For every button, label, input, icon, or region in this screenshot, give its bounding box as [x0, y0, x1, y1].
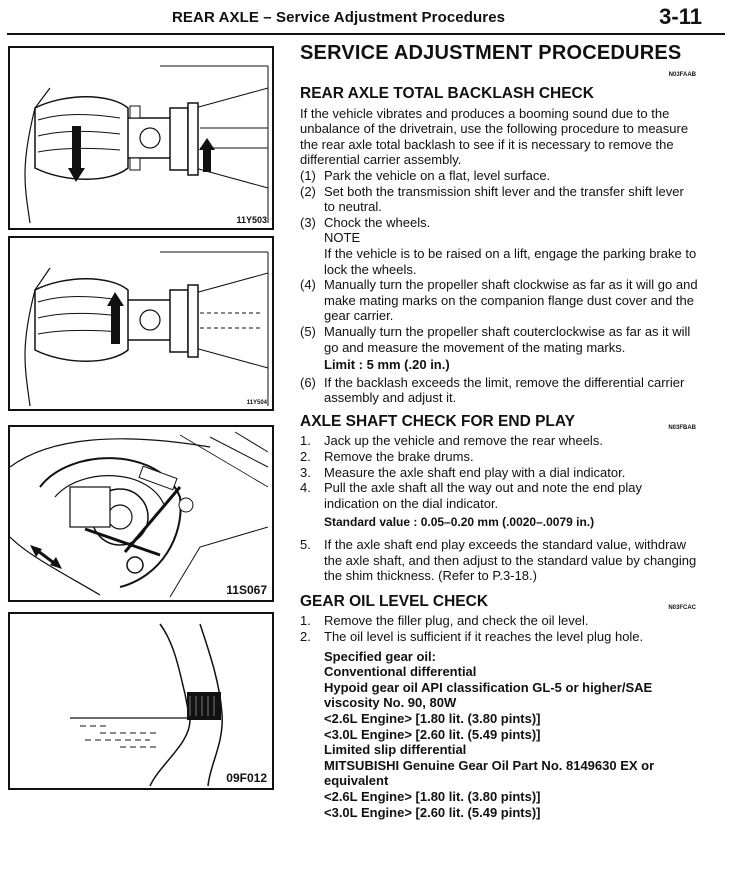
endplay-heading: AXLE SHAFT CHECK FOR END PLAY [300, 412, 576, 430]
limit-value: Limit : 5 mm (.20 in.) [324, 357, 450, 373]
step-number: 5. [300, 537, 311, 553]
figure-id: 11S067 [226, 583, 267, 597]
step-number: 1. [300, 433, 311, 449]
backlash-heading: REAR AXLE TOTAL BACKLASH CHECK [300, 85, 594, 102]
step-text: Manually turn the propeller shaft couterclockwise as far as it will go and measure the movement of the mating marks. [324, 323, 691, 355]
step-number: (5) [300, 323, 316, 339]
figure-11y504 [8, 236, 274, 411]
step-number: 3. [300, 464, 311, 480]
page-number: 3-11 [659, 4, 702, 29]
gearoil-step [300, 629, 698, 645]
figure-11y503 [8, 46, 274, 230]
step-text: Measure the axle shaft end play with a dial indicator. [324, 464, 626, 480]
endplay-step [300, 537, 698, 584]
gearoil-step [300, 613, 698, 629]
main-content [300, 42, 698, 820]
step-text: The oil level is sufficient if it reaches the level plug hole. [324, 629, 644, 644]
dial-indicator-axle-illustration [10, 427, 272, 600]
step-number: (6) [300, 374, 316, 390]
backlash-step [300, 324, 698, 355]
gearoil-heading: GEAR OIL LEVEL CHECK [300, 592, 489, 610]
step-text: Remove the brake drums. [324, 449, 474, 465]
lsd-type: MITSUBISHI Genuine Gear Oil Part No. 8149630 EX or equivalent [324, 757, 655, 789]
backlash-step [300, 375, 698, 406]
step-text: If the axle shaft end play exceeds the standard value, withdraw the axle shaft, and then adjust to the standard value by changing the shim thickness. (Refer to P.3-18.) [324, 537, 697, 584]
conv-30-capacity: <3.0L Engine> [2.60 lit. (5.49 pints)] [324, 726, 541, 742]
figure-id: 11Y503 [236, 215, 267, 225]
lsd-30-capacity: <3.0L Engine> [2.60 lit. (5.49 pints)] [324, 804, 541, 820]
header-rule [7, 33, 725, 35]
conv-label: Conventional differential [324, 664, 477, 680]
step-number: 4. [300, 480, 311, 496]
figure-11s067 [8, 425, 274, 602]
gear-oil-level-illustration [10, 614, 272, 788]
note-text: If the vehicle is to be raised on a lift, engage the parking brake to lock the wheels. [324, 245, 697, 277]
standard-value: Standard value : 0.05–0.20 mm (.0020–.0079 in.) [324, 515, 595, 530]
spec-label: Specified gear oil: [324, 648, 436, 664]
gear-oil-spec [300, 649, 698, 821]
gearoil-heading-row [300, 594, 698, 610]
step-text: Manually turn the propeller shaft clockwise as far as it will go and make mating marks on the companion flange dust cover and the gear carrier. [324, 277, 698, 324]
endplay-code: N03FBAB [668, 424, 696, 431]
main-title-row [300, 42, 698, 86]
step-number: 1. [300, 613, 311, 629]
section-title: REAR AXLE – Service Adjustment Procedures [172, 9, 506, 26]
step-number: (2) [300, 183, 316, 199]
figure-id: 09F012 [226, 771, 267, 785]
figure-09f012 [8, 612, 274, 790]
backlash-step [300, 168, 698, 184]
endplay-heading-row [300, 414, 698, 430]
step-text: If the backlash exceeds the limit, remove the differential carrier assembly and adjust it. [324, 374, 685, 406]
step-number: (1) [300, 167, 316, 183]
step-text: Remove the filler plug, and check the oil level. [324, 613, 589, 629]
backlash-step [300, 184, 698, 215]
step-number: (3) [300, 214, 316, 230]
step-text: Set both the transmission shift lever and the transfer shift lever to neutral. [324, 183, 684, 215]
title-code: N03FAAB [668, 72, 696, 78]
endplay-step [300, 480, 698, 511]
propeller-shaft-clockwise-illustration [10, 48, 272, 228]
note-label: NOTE [324, 230, 361, 246]
conv-26-capacity: <2.6L Engine> [1.80 lit. (3.80 pints)] [324, 710, 541, 726]
step-number: 2. [300, 449, 311, 465]
step-number: 2. [300, 629, 311, 644]
step-number: (4) [300, 277, 316, 293]
figure-id: 11Y504 [246, 400, 267, 406]
page-title: SERVICE ADJUSTMENT PROCEDURES [300, 42, 682, 64]
step-text: Jack up the vehicle and remove the rear wheels. [324, 433, 603, 449]
lsd-26-capacity: <2.6L Engine> [1.80 lit. (3.80 pints)] [324, 788, 541, 804]
step-text: Chock the wheels. [324, 214, 431, 230]
propeller-shaft-counterclockwise-illustration [10, 238, 272, 409]
conv-type: Hypoid gear oil API classification GL-5 or higher/SAE viscosity No. 90, 80W [324, 679, 653, 711]
endplay-step [300, 449, 698, 465]
backlash-step [300, 215, 698, 231]
backlash-step [300, 277, 698, 324]
backlash-intro: If the vehicle vibrates and produces a booming sound due to the unbalance of the drivetrain, use the following procedure to measure the rear axle total backlash to see if it is necessary to remove the differential carrier assembly. [300, 105, 689, 168]
step-text: Pull the axle shaft all the way out and note the end play indication on the dial indicator. [324, 480, 642, 511]
gearoil-code: N03FCAC [668, 604, 696, 611]
step-text: Park the vehicle on a flat, level surface. [324, 167, 551, 183]
page-header [0, 0, 732, 34]
endplay-step [300, 433, 698, 449]
lsd-label: Limited slip differential [324, 742, 467, 758]
endplay-step [300, 465, 698, 481]
